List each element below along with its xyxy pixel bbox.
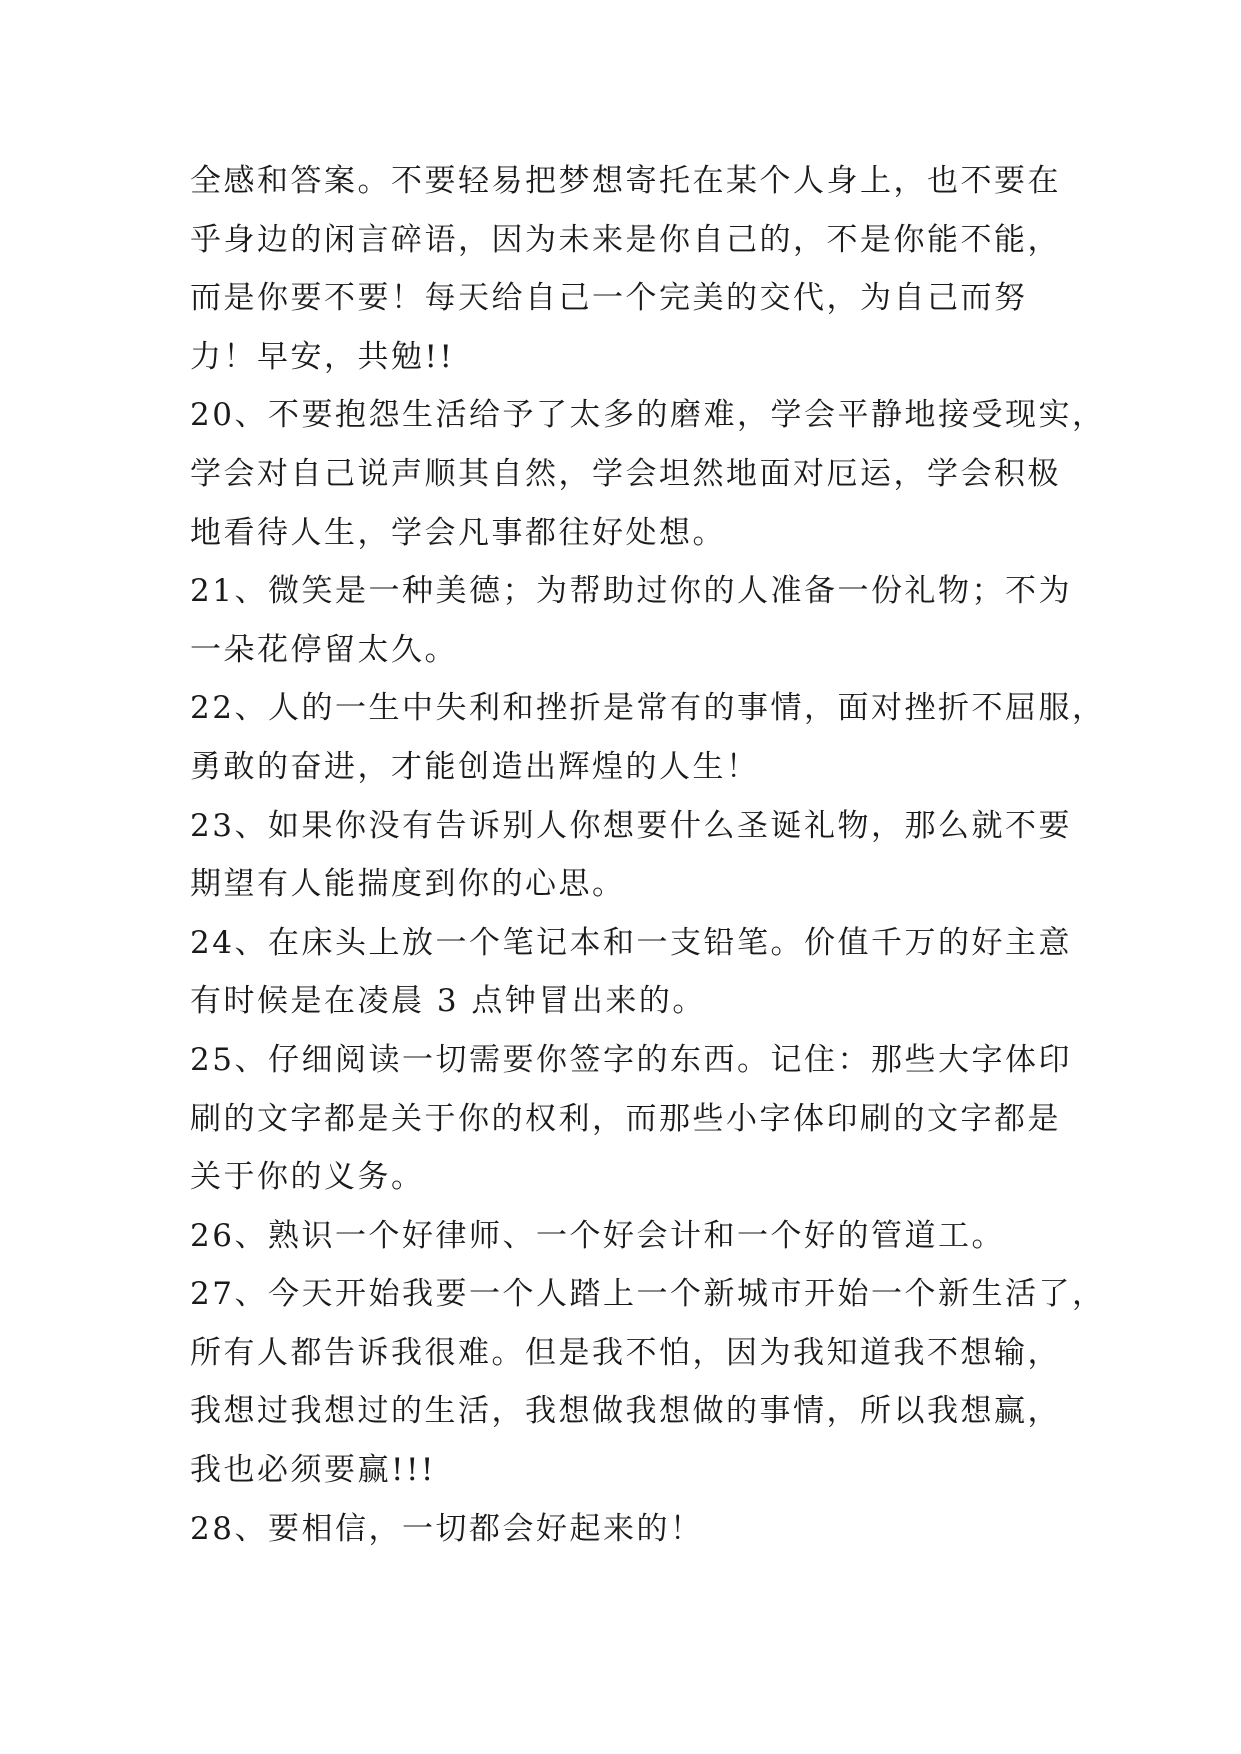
text-line: 所有人都告诉我很难。但是我不怕，因为我知道我不想输， (190, 1334, 1061, 1371)
text-line: 刷的文字都是关于你的权利，而那些小字体印刷的文字都是 (190, 1100, 1061, 1137)
text-line: 24、在床头上放一个笔记本和一支铅笔。价值千万的好主意 (190, 924, 1072, 961)
text-line: 我也必须要赢!!! (190, 1452, 436, 1489)
text-line: 26、熟识一个好律师、一个好会计和一个好的管道工。 (190, 1217, 1005, 1254)
text-line: 我想过我想过的生活，我想做我想做的事情，所以我想赢， (190, 1393, 1061, 1430)
text-line: 20、不要抱怨生活给予了太多的磨难，学会平静地接受现实， (190, 397, 1106, 434)
text-line: 一朵花停留太久。 (190, 631, 458, 668)
text-line: 全感和答案。不要轻易把梦想寄托在某个人身上，也不要在 (190, 163, 1061, 199)
text-line: 期望有人能揣度到你的心思。 (190, 866, 626, 903)
text-line: 21、微笑是一种美德；为帮助过你的人准备一份礼物；不为 (190, 573, 1072, 610)
text-line: 学会对自己说声顺其自然，学会坦然地面对厄运，学会积极 (190, 455, 1061, 492)
text-line: 力！早安，共勉!! (190, 338, 455, 375)
text-line: 关于你的义务。 (190, 1159, 425, 1196)
text-line: 28、要相信，一切都会好起来的！ (190, 1510, 704, 1547)
text-line: 地看待人生，学会凡事都往好处想。 (190, 514, 726, 551)
text-line: 22、人的一生中失利和挫折是常有的事情，面对挫折不屈服， (190, 690, 1106, 727)
document-body (190, 152, 1106, 1558)
text-line: 有时候是在凌晨 3 点钟冒出来的。 (190, 983, 706, 1020)
text-line: 27、今天开始我要一个人踏上一个新城市开始一个新生活了， (190, 1276, 1106, 1313)
text-line: 乎身边的闲言碎语，因为未来是你自己的，不是你能不能， (190, 221, 1061, 258)
text-line: 23、如果你没有告诉别人你想要什么圣诞礼物，那么就不要 (190, 807, 1072, 844)
text-line: 勇敢的奋进，才能创造出辉煌的人生！ (190, 748, 760, 785)
text-line: 25、仔细阅读一切需要你签字的东西。记住：那些大字体印 (190, 1041, 1072, 1078)
text-line: 而是你要不要！每天给自己一个完美的交代，为自己而努 (190, 280, 1028, 317)
